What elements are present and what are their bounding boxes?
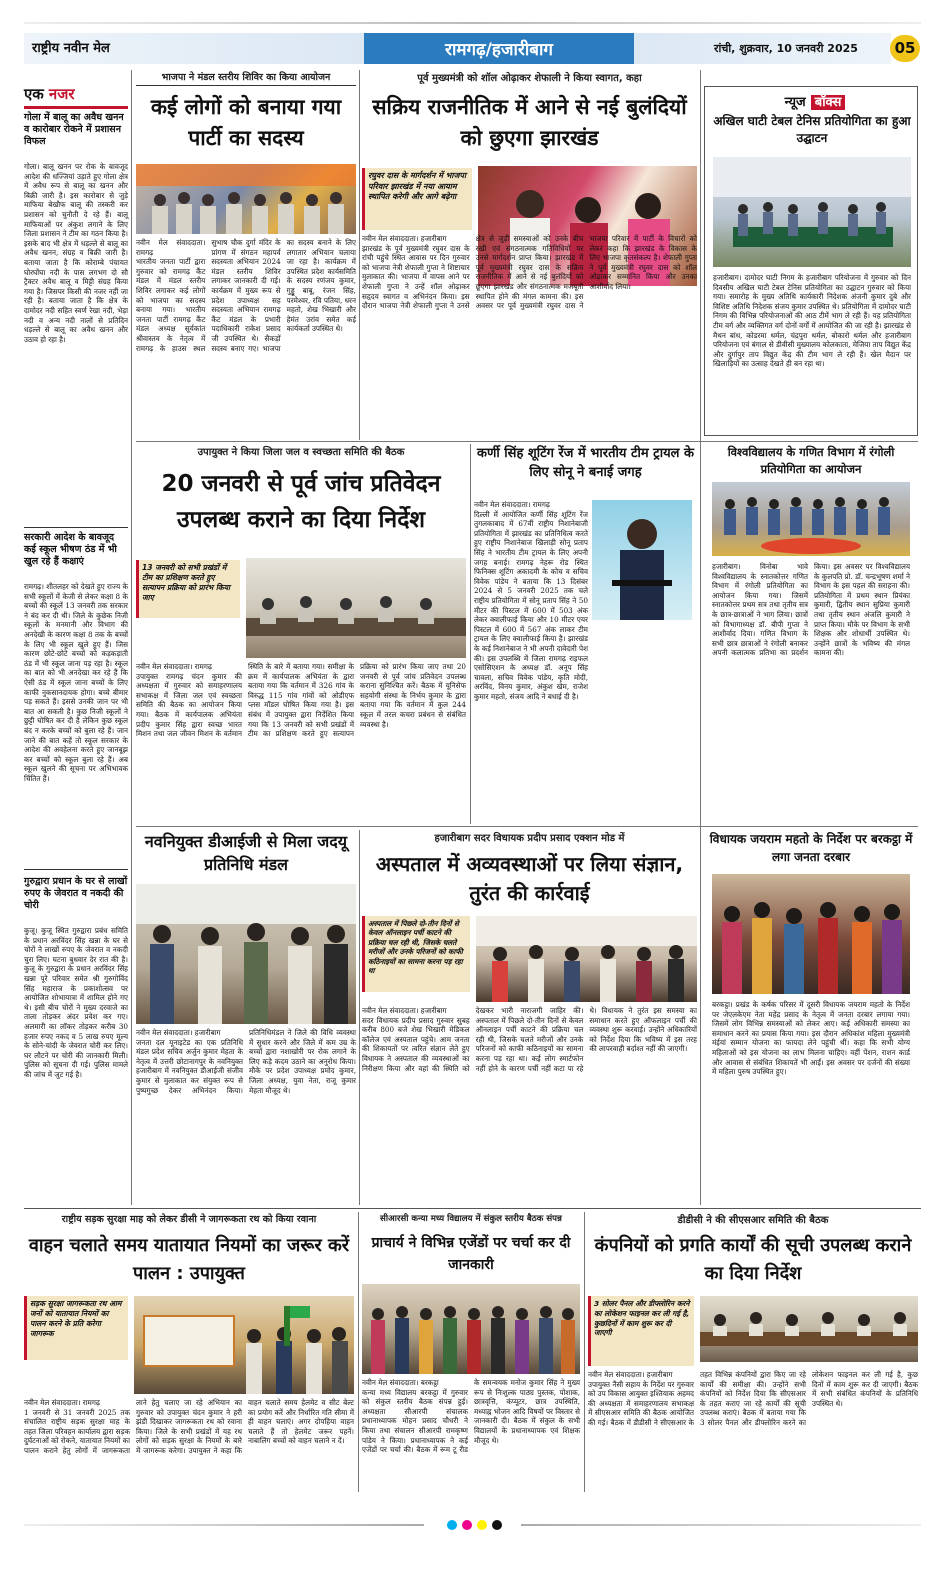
registration-bar-bottom (24, 1518, 921, 1532)
ek-nazar-item-3 (24, 876, 131, 1176)
shooter-portrait-icon (592, 500, 692, 620)
ek-nazar-prefix: एक (24, 85, 44, 103)
meeting-photo-icon (246, 558, 466, 658)
story-hospital-quote-text: अस्पताल में पिछले दो-तीन दिनों से केवल ऑनलाइन पर्ची काटने की प्रक्रिया चल रही थी, जिसके चलते मरीजों और उनके परिजनों को काफी कठिनाइयों का सामना करना पड़ रहा था (368, 919, 463, 976)
story-shooting (474, 444, 697, 824)
news-box-label (735, 91, 895, 111)
bottom-row-rule (24, 1208, 921, 1209)
divider-vertical-4 (470, 444, 471, 824)
divider-vertical-7 (584, 1212, 585, 1492)
story-csr (588, 1212, 918, 1492)
news-box-label-a: न्यूज (784, 95, 806, 110)
story-hospital-quote (362, 916, 470, 992)
story-dc-meeting (136, 444, 466, 824)
rangoli-group-photo-icon (712, 482, 910, 556)
story-hospital-body: नवीन मेल संवाददाता। हजारीबाग सदर विधायक प्रदीप प्रसाद गुरुवार सुबह करीब 800 बजे शेख भिखारी मेडिकल कॉलेज एवं अस्पताल पहुंचे। आम जनता की शिकायतों पर त्वरित संज्ञान लेते हुए विधायक ने अस्पताल की व्यवस्थाओं का निरीक्षण किया और वहां की स्थिति को देखकर भारी नाराजगी जाहिर की। अस्पताल में पिछले दो-तीन दिनों से केवल ऑनलाइन पर्ची काटने की प्रक्रिया चल रही थी, जिसके चलते मरीजों और उनके परिजनों को काफी कठिनाइयों का सामना करना पड़ रहा था। कई लोग स्मार्टफोन नहीं होने के कारण पर्ची नहीं कटा पा रहे थे। विधायक ने तुरंत इस समस्या का समाधान करते हुए ऑफलाइन पर्ची की व्यवस्था शुरू करवाई। उन्होंने अधिकारियों को निर्देश दिया कि भविष्य में इस तरह की लापरवाही बर्दाश्त नहीं की जाएगी। (362, 1006, 697, 1073)
story-dc-headline: 20 जनवरी से पूर्व जांच प्रतिवेदन उपलब्ध कराने का दिया निर्देश (161, 471, 441, 533)
date-line: रांची, शुक्रवार, 10 जनवरी 2025 (714, 42, 858, 55)
story-janata-photo (712, 874, 910, 994)
registration-black (492, 1520, 502, 1530)
story-shooting-photo (592, 500, 692, 620)
group-photo-icon (136, 164, 356, 234)
masthead (24, 33, 921, 64)
story-dc-kicker: उपायुक्त ने किया जिला जल व स्वच्छता समिति की बैठक (197, 447, 405, 458)
news-box-photo (713, 157, 911, 267)
story-bjp (136, 70, 356, 440)
story-dc-body: नवीन मेल संवाददाता। रामगढ़ उपायुक्त रामगढ़ चंदन कुमार की अध्यक्षता में गुरुवार को समाहरणालय सभाकक्ष में जिला जल एवं स्वच्छता समिति की बैठक का आयोजन किया गया। बैठक में कार्यपालक अभियंता प्रदीप कुमार सिंह द्वारा स्वच्छ भारत मिशन तथा जल जीवन मिशन के वर्तमान स्थिति के बारे में बताया गया। समीक्षा के क्रम में कार्यपालक अभियंता के द्वारा बताया गया कि वर्तमान में 326 गांव के विरुद्ध 115 गांव गांवों को ओडीएफ प्लस मॉडल घोषित किया गया है। इस संबंध में उपायुक्त द्वारा निर्देशित किया गया कि 13 जनवरी को सभी प्रखंडों में टीम का प्रशिक्षण करते हुए सत्यापन प्रक्रिया को प्रारंभ किया जाए तथा 20 जनवरी से पूर्व जांच प्रतिवेदन उपलब्ध कराना सुनिश्चित करें। बैठक में यूनिसेफ सहयोगी संस्था के निर्भय कुमार के द्वारा बताया गया कि वर्तमान में कुल 244 स्कूल में तरल कचरा प्रबंधन से संबंधित व्यवस्था है। (136, 662, 466, 739)
news-box-body: हजारीबाग। दामोदर घाटी निगम के हजारीबाग परियोजना में गुरुवार को दिन दिवसीय अखिल घाटी टेबल टेनिस प्रतियोगिता का उद्घाटन गुरुवार को किया गया। समारोह के मुख्य अतिथि कार्यकारी निदेशक अंजनी कुमार दुबे और विशिष्ट अतिथि निदेशक संजय कुमार उपस्थित थे। प्रतियोगिता में दामोदर घाटी निगम की विभिन्न परियोजनाओं की आठ टीमें भाग ले रही हैं। यह प्रतियोगिता टीम वर्ग और व्यक्तिगत वर्ग दोनों वर्गों में आयोजित की जा रही है। झारखंड से मैथन बांध, कोडरमा थर्मल, चंद्रपुरा थर्मल, बोकारो थर्मल और हजारीबाग परियोजना एवं बंगाल से डीवीसी मुख्यालय कोलकाता, मेजिया ताप विद्युत केंद्र और दुर्गापुर ताप विद्युत केंद्र की टीम भाग ले रही हैं। खेल मैदान पर खिलाड़ियों का उत्साह देखते ही बन रहा था। (713, 273, 914, 369)
ek-nazar-divider-2 (24, 869, 128, 870)
story-principal-photo (362, 1284, 580, 1374)
divider-vertical-5 (359, 830, 360, 1205)
story-csr-headline: कंपनियों को प्रगति कार्यों की सूची उपलब्ध कराने का दिया निर्देश (594, 1235, 912, 1284)
story-bjp-headline: कई लोगों को बनाया गया पार्टी का सदस्य (150, 95, 342, 150)
ek-nazar-item-1 (24, 112, 131, 522)
ek-nazar-item-2-head: सरकारी आदेश के बावजूद कई स्कूल भीषण ठंड में भी खुल रहे हैं कक्षाएं (24, 532, 117, 567)
story-university-headline: विश्वविद्यालय के गणित विभाग में रंगोली प्रतियोगिता का आयोजन (727, 445, 895, 476)
story-road-body: नवीन मेल संवाददाता। रामगढ़ 1 जनवरी से 31 जनवरी 2025 तक संचालित राष्ट्रीय सड़क सुरक्षा माह के तहत जिला परिवहन कार्यालय द्वारा सड़क दुर्घटनाओं को रोकने, यातायात नियमों का पालन कराने हेतु लोगों में जागरूकता लाने हेतु चलाए जा रहे अभियान का गुरुवार को उपायुक्त चंदन कुमार ने हरी झंडी दिखाकर जागरूकता रथ को रवाना किया। जिले के सभी प्रखंडों में यह रथ लोगों को सड़क सुरक्षा के नियमों के बारे में जागरूक करेगा। उपायुक्त ने कहा कि वाहन चलाते समय हेलमेट व सीट बेल्ट का प्रयोग करें और निर्धारित गति सीमा में ही वाहन चलाएं। अगर दोपहिया वाहन चलाते हैं तो हेलमेट जरूर पहनें। नाबालिग बच्चों को वाहन चलाने न दें। (24, 1398, 354, 1455)
news-box-label-b: बॉक्स (811, 95, 846, 110)
story-csr-photo (700, 1296, 918, 1362)
page-number: 05 (890, 35, 920, 62)
story-bjp-kicker: भाजपा ने मंडल स्तरीय शिविर का किया आयोजन (161, 72, 331, 83)
story-principal-body: नवीन मेल संवाददाता। बरकट्ठा कन्या मध्य विद्यालय बरकट्ठा में गुरुवार को संकुल स्तरीय बैठक संपन्न हुई। अध्यक्षता सीआरपी संचालक प्रधानाध्यापक मोहन प्रसाद चौधरी ने किया तथा संचालन सीआरपी रामकृष्ण पांडेय ने किया। प्रधानाध्यापक ने कई एजेंडों पर चर्चा की। बैठक में रूम टू रीड के समन्वयक मनोज कुमार सिंह ने मुख्य रूप से निःशुल्क पाठ्य पुस्तक, पोशाक, छात्रवृत्ति, कंप्यूटर, छात्र उपस्थिति, मध्याह्न भोजन आदि विषयों पर विस्तार से जानकारी दी। बैठक में संकुल के सभी विद्यालयों के प्रधानाध्यापक एवं शिक्षक मौजूद थे। (362, 1378, 580, 1455)
awareness-rath-photo-icon (134, 1296, 354, 1394)
story-shefali-body: नवीन मेल संवाददाता। हजारीबाग झारखंड के पूर्व मुख्यमंत्री रघुवर दास के रांची पहुंचे स्थित आवास पर दिन गुरुवार को भाजपा नेत्री शेफाली गुप्ता ने शिष्टाचार मुलाकात की। भाजपा में वापस आने पर शेफाली गुप्ता ने उन्हें शॉल ओढ़ाकर सहृदय स्वागत व अभिनंदन किया। इस दौरान भाजपा नेत्री शेफाली गुप्ता ने उनसे क्षेत्र से जुड़ी समस्याओं को उनके बीच रखी एवं संगठनात्मक गतिविधियों पर उनसे मार्गदर्शन प्राप्त किया। झारखंड में पूर्व मुख्यमंत्री रघुवर दास के सक्रिय राजनीतिक में आने से नई बुलंदियों को छूएगा झारखंड और संगठनात्मक मजबूती स्थापित होने की मंगल कामना की। इस अवसर पर पूर्व मुख्यमंत्री रघुवर दास ने भाजपा परिवार में पार्टी के विचारों को लेकर कहा कि झारखंड के विकास के लिए भाजपा कृतसंकल्प है। शेफाली गुप्ता ने पूर्व मुख्यमंत्री रघुवर दास को शॉल ओढ़ाकर सम्मानित किया और उनका आशीर्वाद लिया। (362, 234, 697, 311)
ek-nazar-item-2 (24, 532, 131, 862)
ek-nazar-rule (24, 106, 128, 109)
registration-yellow (477, 1520, 487, 1530)
story-hospital-headline: अस्पताल में अव्यवस्थाओं पर लिया संज्ञान, तुरंत की कार्रवाई (375, 852, 684, 905)
ek-nazar-divider-1 (24, 527, 128, 528)
story-road-headline: वाहन चलाते समय यातायात नियमों का जरूर करें पालन : उपायुक्त (28, 1235, 350, 1284)
ek-nazar-item-3-body: कुजू। कुजू स्थित गुरुद्वारा प्रबंध समिति के प्रधान अरविंदर सिंह खन्ना के घर से चोरों ने लाखों रुपए के जेवरात व नकदी चुरा लिए। घटना बुधवार देर रात की है। कुजू के गुरुद्वारा के प्रधान अरविंदर सिंह खन्ना पूरे परिवार समेत श्री गुरुगोविंद सिंह महाराज के प्रकाशोत्सव पर आयोजित शोभायात्रा में शामिल होने गए थे। इसी बीच चोरों ने मुख्य दरवाजे का ताला तोड़कर अंदर प्रवेश कर गए। अलमारी का लॉकर तोड़कर करीब 30 हजार रुपए नकद व 5 लाख रुपए मूल्य के सोने-चांदी के जेवरात चोरी कर लिए। घर लौटने पर चोरी की जानकारी मिली। पुलिस को सूचना दी गई। पुलिस मामले की जांच में जुट गई है। (24, 926, 131, 1079)
story-shooting-body: नवीन मेल संवाददाता। रामगढ़ दिल्ली में आयोजित कर्णी सिंह शूटिंग रेंज तुगलकाबाद में 67वीं राष्ट्रीय निशानेबाजी प्रतियोगिता में झारखंड का प्रतिनिधित्व करते हुए राष्ट्रीय निशानेबाज खिलाड़ी सोनू प्रताप सिंह ने भारतीय टीम ट्रायल के लिए अपनी जगह बनाई। रामगढ़ नेहरू रोड स्थित फिनिक्स शूटिंग अकादमी के कोच व सचिव विवेक पांडेय ने बताया कि 13 दिसंबर 2024 से 5 जनवरी 2025 तक चले राष्ट्रीय प्रतियोगिता में सोनू प्रताप सिंह ने 50 मीटर की पिस्टल में 600 में 503 अंक लेकर क्वालीफाई किया और 10 मीटर एयर पिस्टल में 600 में 567 अंक लाकर टीम ट्रायल के लिए क्वालीफाई किया है। झारखंड के कई निशानेबाज ने भी अपनी दावेदारी पेश की। इस उपलब्धि में जिला रामगढ़ राइफल एसोसिएशन के अध्यक्ष डॉ. अनूप सिंह चावला, सचिव विवेक पांडेय, कृति मोदी, अरविंद, विनय कुमार, अंकुश खेम, राजेश कुमार महतो, संजय आदि ने बधाई दी है। (474, 500, 588, 701)
story-dc-quote-text: 13 जनवरी को सभी प्रखंडों में टीम का प्रशिक्षण करते हुए सत्यापन प्रक्रिया को प्रारंभ किया जाए (142, 563, 230, 602)
ek-nazar-item-1-head: गोला में बालू का अवैध खनन व कारोबार रोकने में प्रशासन विफल (24, 112, 124, 147)
divider-horizontal-2 (136, 826, 918, 827)
crowd-photo-icon (712, 874, 910, 994)
story-principal (362, 1212, 580, 1492)
story-dc-quote (136, 560, 240, 618)
story-road-quote (24, 1296, 128, 1360)
story-university (704, 444, 918, 824)
story-csr-body: नवीन मेल संवाददाता। हजारीबाग उपायुक्त नैंसी सहाय के निर्देश पर गुरुवार को उप विकास आयुक्त इश्तियाक अहमद की अध्यक्षता में समाहरणालय सभाकक्ष में सीएसआर समिति की बैठक आयोजित की गई। बैठक में डीडीसी ने सीएसआर के तहत विभिन्न कंपनियों द्वारा किए जा रहे कार्यों की समीक्षा की। उन्होंने सभी कंपनियों को निर्देश दिया कि सीएसआर के तहत कराए जा रहे कार्यों की सूची उपलब्ध कराएं। बैठक में बताया गया कि 3 सोलर पैनल और डीफ्लोरिन करने का लोकेशन फाइनल कर ली गई है, कुछ दिनों में काम शुरू कर दी जाएगी। बैठक में सभी संबंधित कंपनियों के प्रतिनिधि उपस्थित थे। (588, 1370, 918, 1427)
paper-name: राष्ट्रीय नवीन मेल (32, 41, 110, 56)
divider-vertical-2 (359, 70, 360, 440)
story-road-kicker: राष्ट्रीय सड़क सुरक्षा माह को लेकर डीसी ने जागरूकता रथ को किया रवाना (61, 1214, 317, 1225)
story-hospital (362, 830, 697, 1200)
story-university-photo (712, 482, 910, 556)
story-shefali (362, 70, 697, 440)
divider-vertical-3 (700, 70, 701, 1205)
story-shooting-headline: कर्णी सिंह शूटिंग रेंज में भारतीय टीम ट्रायल के लिए सोनू ने बनाई जगह (477, 446, 694, 480)
story-road-photo (134, 1296, 354, 1394)
divider-horizontal-1 (136, 441, 918, 442)
story-janata-body: बरकट्ठा। प्रखंड के कर्षक परिसर में दूसरी विधायक जयराम महतो के निर्देश पर जेएलकेएम नेता महेंद्र प्रसाद के नेतृत्व में जनता दरबार लगाया गया। जिसमें लोग विभिन्न समस्याओं को लेकर आए। कई अधिकारी समस्या का समाधान करने का प्रयास किया गया। इस दौरान अधिकांश महिला मुख्यमंत्री मंईयां सम्मान योजना का फायदा लेने पहुंची थीं। कहा कि सभी योग्य महिलाओं को इस योजना का लाभ मिलना चाहिए। वहीं पेंशन, राशन कार्ड और आवास से संबंधित शिकायतें भी आईं। इस अवसर पर दर्जनों की संख्या में महिला पुरुष उपस्थित हुए। (712, 1000, 913, 1077)
story-principal-headline: प्राचार्य ने विभिन्न एजेंडों पर चर्चा कर दी जानकारी (371, 1235, 571, 1273)
delegation-photo-icon (136, 884, 356, 1024)
ek-nazar-item-3-head: गुरुद्वारा प्रधान के घर से लाखों रुपए के जेवरात व नकदी की चोरी (24, 876, 128, 911)
ek-nazar-item-2-body: रामगढ़। शीतलहर को देखते हुए राज्य के सभी स्कूलों में केजी से लेकर कक्षा 8 के बच्चों की स्कूलें 13 जनवरी तक सरकार ने बंद कर दी थी। जिले के कुछेक निजी स्कूलों के मनमानी और विभाग की अनदेखी के कारण कक्षा 8 तक के बच्चों के लिए भी स्कूल खुले हुए हैं। जिस कारण छोटे-छोटे बच्चों को कड़कड़ाती ठंड में भी स्कूल जाना पड़ रहा है। स्कूल का बात को भी अनदेखा कर रहे हैं कि ऐसी ठंड में स्कूल जाना बच्चों के लिए काफी नुकसानदायक होगा। बच्चे बीमार पड़ सकते हैं। इससे उनकी जान पर भी बात आ सकती है। कुछ निजी स्कूलों ने छुट्टी घोषित कर दी है लेकिन कुछ स्कूल बंद न करके बच्चों को बुला रहे हैं। जान जाने की बात कहें तो स्कूल सरकार के आदेश की अवहेलना करते हुए जानबूझ कर बच्चों को स्कूल बुला रहे हैं। अब स्कूल खुलने की सूचना पर अभिभावक चिंतित हैं। (24, 582, 131, 783)
story-dc-photo (246, 558, 466, 658)
story-shefali-quote (362, 168, 472, 230)
story-principal-kicker: सीआरसी कन्या मध्य विद्यालय में संकुल स्तरीय बैठक संपन्न (380, 1214, 562, 1224)
hospital-visit-photo-icon (476, 916, 697, 1002)
story-bjp-body: नवीन मेल संवाददाता। रामगढ़ भारतीय जनता पार्टी द्वारा गुरुवार को रामगढ़ कैंट मंडल में मंडल स्तरीय शिविर लगाकर कई लोगों को भाजपा का सदस्य बनाया गया। भारतीय जनता पार्टी रामगढ़ कैंट मंडल अध्यक्ष सूर्यकांत श्रीवास्तव के नेतृत्व में रामगढ़ के हाउस स्थल सुभाष चौक दुर्गा मंदिर के प्रांगण में संगठन महापर्व सदस्यता अभियान 2024 मंडल स्तरीय शिविर लगाकर जानकारी दी गई। कार्यक्रम में मुख्य रूप से प्रदेश उपाध्यक्ष सह सदस्यता अभियान रामगढ़ कैंट मंडल के प्रभारी पदाधिकारी राकेश प्रसाद जी उपस्थित थे। सैकड़ों सदस्य बनाए गए। भाजपा का सदस्य बनाने के लिए लगातार अभियान चलाया जा रहा है। कार्यक्रम में उपस्थित प्रदेश कार्यसमिति के सदस्य रणंजय कुमार, गुड्डू बाबू, रंजन सिंह, परमेश्वर, रवि पतिया, धरन महतो, शेख भिखारी और हेमंत उरांव समेत कई कार्यकर्ता उपस्थित थे। (136, 238, 356, 353)
news-box (704, 86, 918, 436)
table-tennis-photo-icon (713, 157, 911, 267)
news-box-headline: अखिल घाटी टेबल टेनिस प्रतियोगिता का हुआ उद्घाटन (713, 114, 911, 145)
story-jdu-photo (136, 884, 356, 1024)
story-road-safety (24, 1212, 354, 1492)
registration-magenta (462, 1520, 472, 1530)
story-jdu (136, 830, 356, 1200)
story-road-quote-text: सड़क सुरक्षा जागरूकता रथ आम जनों को यातायात नियमों का पालन करने के प्रति करेगा जागरूक (30, 1299, 122, 1338)
story-shefali-quote-text: रघुवर दास के मार्गदर्शन में भाजपा परिवार झारखंड में नया आयाम स्थापित करेगी और आगे बढ़ेगा (368, 171, 467, 201)
story-hospital-photo (476, 916, 697, 1002)
story-shefali-kicker: पूर्व मुख्यमंत्री को शॉल ओढ़ाकर शेफाली ने किया स्वागत, कहा (417, 73, 642, 84)
registration-cyan (447, 1520, 457, 1530)
teachers-group-photo-icon (362, 1284, 580, 1374)
story-csr-quote (588, 1296, 694, 1366)
story-jdu-body: नवीन मेल संवाददाता। हजारीबाग जनता दल यूनाइटेड का एक प्रतिनिधि मंडल प्रदेश सचिव अर्जुन कुमार मेहता के नेतृत्व में उत्तरी छोटानागपुर के नवनियुक्त हजारीबाग में नवनियुक्त डीआईजी संजीव कुमार से मुलाकात कर संयुक्त रूप से पुष्पगुच्छ देकर अभिनंदन किया। प्रतिनिधिमंडल ने जिले की विधि व्यवस्था में सुधार करने और जिले में कम उम्र के बच्चों द्वारा नशाखोरी पर रोक लगाने के लिए कड़े कदम उठाने का अनुरोध किया। मौके पर प्रदेश उपाध्यक्ष प्रमोद कुमार, जिला अध्यक्ष, युवा नेता, राजू कुमार मेहता मौजूद थे। (136, 1028, 356, 1095)
story-shefali-headline: सक्रिय राजनीतिक में आने से नई बुलंदियों को छुएगा झारखंड (372, 95, 687, 150)
registration-bar-top (24, 18, 921, 28)
story-janata-headline: विधायक जयराम महतो के निर्देश पर बरकट्ठा में लगा जनता दरबार (709, 832, 913, 864)
divider-vertical-1 (131, 70, 132, 1205)
divider-vertical-6 (358, 1212, 359, 1492)
section-title: रामगढ़/हजारीबाग (445, 40, 553, 60)
story-bjp-kicker-underline (136, 85, 356, 86)
story-bjp-photo (136, 164, 356, 234)
ek-nazar-title (24, 84, 128, 108)
story-csr-kicker: डीडीसी ने की सीएसआर समिति की बैठक (677, 1215, 829, 1226)
story-jdu-headline: नवनियुक्त डीआईजी से मिला जदयू प्रतिनिधि मंडल (144, 832, 348, 874)
ek-nazar-item-1-body: गोला। बालू खनन पर रोक के बावजूद आदेश की धज्जियां उड़ाते हुए गोला क्षेत्र में अवैध रूप से बालू का खनन और बिक्री जारी है। इस कारोबार से जुड़े माफिया बेखौफ बालू की तस्करी कर प्रशासन को चुनौती दे रहे हैं। बालू माफियाओं पर अंकुश लगाने के लिए जिला प्रशासन ने टीम का गठन किया है। इसके बाद भी क्षेत्र में धड़ल्ले से बालू का अवैध खनन, संग्रह व बिक्री जारी है। बताया जाता है कि कोराम्बे पंचायत घोरघोंघा नदी के पास लगभग दो सौ ट्रैक्टर अवैध बालू व मिट्टी संग्रह किया गया है। जिसपर किसी की नजर नहीं जा रही है। बताया जाता है कि क्षेत्र के दामोदर नदी सहित स्वर्ण रेखा नदी, भेड़ा नदी व अन्य नदी नालों से प्रतिदिन धड़ल्ले से बालू का अवैध खनन और उठाव हो रहा है। (24, 162, 131, 344)
story-csr-quote-text: 3 सोलर पैनल और डीफ्लोरिन करने का लोकेशन फाइनल कर ली गई है, कुछदिनों में काम शुरू कर दी जाएगी (594, 1299, 690, 1338)
ek-nazar-main: नजर (48, 85, 75, 103)
csr-meeting-photo-icon (700, 1296, 918, 1362)
story-janata-darbar (704, 830, 918, 1200)
story-university-body: हजारीबाग। विनोबा भावे विश्वविद्यालय के स्नातकोत्तर गणित विभाग में रंगोली प्रतियोगिता का आयोजन किया गया। जिसमें स्नातकोत्तर प्रथम सत्र तथा तृतीय सत्र के छात्र-छात्राओं ने भाग लिया। छात्रों को विभागाध्यक्ष डॉ. बीपी गुप्ता ने आशीर्वाद दिया। गणित विभाग के सभी छात्र छात्राओं ने रंगोली बनाकर अपनी कलात्मक प्रतिभा का प्रदर्शन किया। इस अवसर पर विश्वविद्यालय के कुलपति प्रो. डॉ. चन्द्रभूषण शर्मा ने विभाग के इस पहल की सराहना की। प्रतियोगिता में प्रथम स्थान प्रियंका कुमारी, द्वितीय स्थान सुप्रिया कुमारी तथा तृतीय स्थान अंजलि कुमारी ने प्राप्त किया। मौके पर विभाग के सभी शिक्षक और शोधार्थी उपस्थित थे। उन्होंने छात्रों के भविष्य की मंगल कामना की। (712, 562, 913, 658)
story-hospital-kicker: हजारीबाग सदर विधायक प्रदीप प्रसाद एक्शन मोड में (434, 833, 625, 844)
